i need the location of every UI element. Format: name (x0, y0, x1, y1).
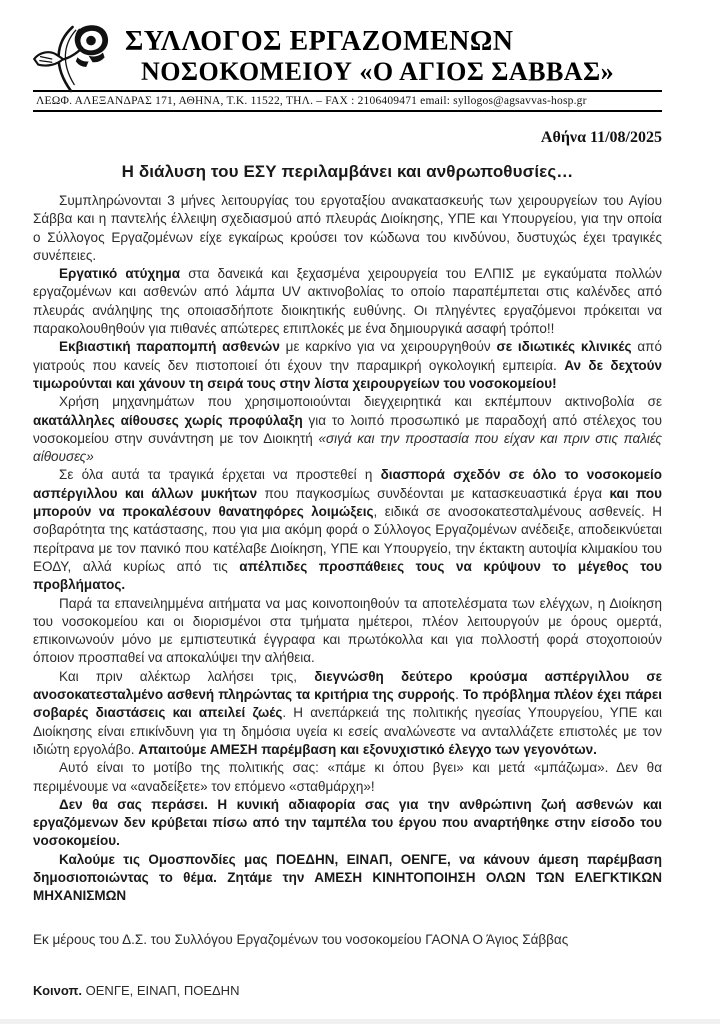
text-run: και που μπορούν να προκαλέσουν θανατηφόρες λοιμώξεις (33, 485, 663, 520)
text-run: σε ιδιωτικές κλινικές (496, 339, 632, 355)
letterhead (33, 22, 662, 96)
text-run: , ειδικά σε ανοσοκατεσταλμένους ασθενείς. Η σοβαρότητα της κατάστασης, που για μια ακόμη φορά ο Σύλλογος Εργαζομένων ανέδειξε, αποδεικνύεται περίτρανα με τον πανικό που κατέλαβε Διοίκηση, ΥΠΕ και Υπουργείο, την έκτακτη αυτοψία κλιμακίου του ΕΟΔΥ, αλλά κυρίως από τις (33, 504, 662, 574)
text-run: Χρήση μηχανημάτων που χρησιμοποιούνται διεγχειρητικά και εκπέμπουν ακτινοβολία σε (59, 394, 662, 410)
signature-line: Εκ μέρους του Δ.Σ. του Συλλόγου Εργαζομένων του νοσοκομείου ΓΑΟΝΑ Ο Άγιος Σάββας (33, 931, 569, 947)
text-run: από γιατρούς που κανείς δεν πιστοποιεί ότι έχουν την παραμικρή ογκολογική εμπειρία. (33, 339, 662, 373)
text-run: στα δανεικά και ξεχασμένα χειρουργεία του ΕΛΠΙΣ με εγκαύματα πολλών εργαζομένων και ασθενών από λάμπα UV ακτινοβολίας το οποίο παραπέμπεται στις καλένδες από πλευράς ανάληψης της οποιασδήποτε διοικητικής ευθύνης. Οι πληγέντες εργαζόμενοι πρόκειται να παρακολουθηθούν για πιθανές απώτερες επιπλοκές με ένα δημιουργικά ασαφή τρόπο!! (33, 266, 662, 337)
text-run: ακατάλληλες αίθουσες χωρίς προφύλαξη (33, 412, 303, 428)
body-paragraphs (33, 192, 662, 906)
text-run: «σιγά και την προστασία που είχαν και πριν στις παλιές αίθουσες» (33, 430, 662, 465)
hand-holding-carnation-icon (31, 22, 119, 96)
text-run: για το λοιπό προσωπικό με παραδοχή από στέλεχος του νοσοκομείου στην συνάντηση με τον Διοικητή (33, 412, 662, 446)
paragraph (33, 466, 662, 594)
document-title: Η διάλυση του ΕΣΥ περιλαμβάνει και ανθρωποθυσίες… (121, 162, 574, 181)
paragraph (33, 595, 662, 668)
text-run: Απαιτούμε ΑΜΕΣΗ παρέμβαση και εξονυχιστικό έλεγχο των γεγονότων. (138, 741, 597, 757)
text-run: απέλπιδες προσπάθειες τους να κρύψουν το μέγεθος του προβλήματος. (33, 558, 662, 593)
paragraph (33, 759, 662, 796)
cc-line (33, 982, 662, 999)
text-run: Και πριν αλέκτωρ λαλήσει τρις, (59, 668, 315, 684)
text-run: που παγκοσμίως συνδέονται με κατασκευαστικά έργα (257, 485, 610, 501)
date-line: Αθήνα 11/08/2025 (540, 129, 662, 146)
text-run: Εκβιαστική παραπομπή ασθενών (59, 339, 280, 355)
org-name-line2: ΝΟΣΟΚΟΜΕΙΟΥ «Ο ΑΓΙΟΣ ΣΑΒΒΑΣ» (141, 57, 615, 86)
text-run: διεγνώσθη δεύτερο κρούσμα ασπέργιλλου σε ανοσοκατεσταλμένο ασθενή πληρώντας τα κριτήρια της συρροής (33, 668, 662, 703)
text-run: Αν δε δεχτούν τιμωρούνται και χάνουν τη σειρά τους στην λίστα χειρουργείων του νοσοκομείου! (33, 357, 663, 391)
paragraph (33, 851, 662, 906)
paragraph (33, 338, 662, 393)
text-run: Το πρόβλημα πλέον έχει πάρει σοβαρές διαστάσεις και απειλεί ζωές (33, 687, 662, 721)
text-run: διασπορά σχεδόν σε όλο το νοσοκομείο ασπέργιλλου και άλλων μυκήτων (33, 467, 662, 501)
text-run: Παρά τα επανειλημμένα αιτήματα να μας κοινοποιηθούν τα αποτελέσματα των ελέγχων, η Διοίκηση του νοσοκομείου και οι διορισμένοι στα τμήματα ημέτεροι, πλέον λειτουργούν με όρους ομερτά, επικοινωνούν μόνο με εμπιστευτικά έγγραφα και πρωτόκολλα και για πολλοστή φορά στοχοποιούν όποιον προσπαθεί να αποκαλύψει την αλήθεια. (33, 595, 662, 666)
text-run: Σε όλα αυτά τα τραγικά έρχεται να προστεθεί η (59, 467, 381, 483)
cc-label: Κοινοπ. (33, 982, 83, 998)
text-run: Εργατικό ατύχημα (59, 266, 181, 282)
text-run: Συμπληρώνονται 3 μήνες λειτουργίας του εργοταξίου ανακατασκευής των χειρουργείων του Αγίου Σάββα και η παντελής έλλειψη σχεδιασμού από πλευράς Διοίκησης, ΥΠΕ και Υπουργείου, για την οποία ο Σύλλογος Εργαζομένων είχε εγκαίρως κρούσει τον κώδωνα του κινδύνου, δυστυχώς έχει τραγικές συνέπειες. (33, 193, 662, 263)
text-run: . Η ανεπάρκειά της πολιτικής ηγεσίας Υπουργείου, ΥΠΕ και Διοίκησης είναι επικίνδυνη για τη δημόσια υγεία κι εσείς αναλώνεστε να ανταλλάζετε επιστολές με τον ιδιώτη εργολάβο. (33, 705, 662, 757)
paragraph (33, 265, 662, 338)
text-run: Καλούμε τις Ομοσπονδίες μας ΠΟΕΔΗΝ, ΕΙΝΑΠ, ΟΕΝΓΕ, να κάνουν άμεση παρέμβαση δημοσιοποιώντας το θέμα. Ζητάμε την ΑΜΕΣΗ ΚΙΝΗΤΟΠΟΙΗΣΗ ΟΛΩΝ ΤΩΝ ΕΛΕΓΚΤΙΚΩΝ ΜΗΧΑΝΙΣΜΩΝ (33, 851, 662, 904)
paragraph (33, 393, 662, 466)
org-name-line1: ΣΥΛΛΟΓΟΣ ΕΡΓΑΖΟΜΕΝΩΝ (125, 26, 514, 57)
org-name (125, 26, 662, 87)
text-run: με καρκίνο για να χειρουργηθούν (279, 339, 497, 355)
text-run: Δεν θα σας περάσει. Η κυνική αδιαφορία σας για την ανθρώπινη ζωή ασθενών και εργαζόμενων δεν κρύβεται πίσω από την ταμπέλα του έργου που αναρτήθηκε στην είσοδο του νοσοκομείου. (33, 796, 662, 849)
page-bottom-edge (0, 1019, 720, 1024)
paragraph (33, 796, 662, 851)
cc-text: ΟΕΝΓΕ, ΕΙΝΑΠ, ΠΟΕΔΗΝ (82, 982, 240, 998)
header-rule-bottom (33, 110, 662, 112)
text-run: . (455, 687, 463, 703)
paragraph (33, 192, 662, 265)
paragraph (33, 668, 662, 759)
text-run: Αυτό είναι το μοτίβο της πολιτικής σας: «πάμε κι όπου βγει» και μετά «μπάζωμα». Δεν θα περιμένουμε να «αναδείξετε» τον επόμενο «σταθμάρχη»! (33, 760, 662, 794)
header-address: ΛΕΩΦ. ΑΛΕΞΑΝΔΡΑΣ 171, ΑΘΗΝΑ, Τ.Κ. 11522, ΤΗΛ. – FAX : 2106409471 email: syllogos@agsavvas-hosp.gr (36, 95, 587, 107)
